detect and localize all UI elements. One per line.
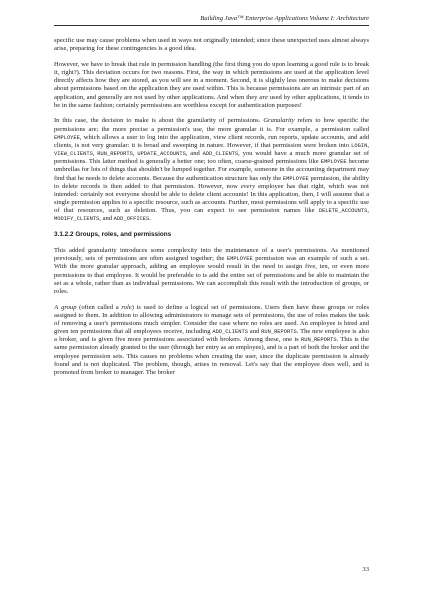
paragraph [54, 247, 369, 296]
running-header: Building Java™ Enterprise Applications Volume I: Architecture [200, 15, 369, 22]
code-identifier: RUN_REPORTS [301, 337, 337, 344]
text-run: permission was an example of such a set. With the more granular approach, adding an employee would result in the need to assign five, ten, or even more permissions to that employee. It would be preferable to is add the entire set of permissions and be able to maintain the set as a whole, rather than as individual permissions. We can accomplish this result with the introduction of groups, or roles. [54, 255, 369, 295]
text-run: In this case, the decision to make is about the granularity of permissions. [54, 117, 264, 125]
text-run: However, we have to break that rule in permission handling (the first thing you do upon learning a good rule is to break it, right?). This deviation occurs for two reasons. First, the way in which permissions are used at the application level directly affects how they are stored, as you will see in a moment. Second, it is slightly less onerous to make decisions about permissions based on the application they are used within. This is because permissions are an intrinsic part of an application, and generally are not used by other applications. And when they [54, 60, 369, 101]
paragraph [54, 117, 369, 223]
code-identifier: MODIFY_CLIENTS [54, 216, 100, 223]
code-identifier: RUN_REPORTS [261, 329, 297, 336]
paragraph [54, 37, 369, 53]
code-identifier: ADD_CLIENTS [202, 151, 239, 158]
text-run: , [132, 150, 138, 158]
code-identifier: UPDATE_ACCOUNTS [137, 151, 186, 158]
text-run: and [247, 328, 262, 336]
code-identifier: EMPLOYEE [320, 159, 347, 166]
paragraph [54, 61, 369, 110]
text-run: specific use may cause problems when used in ways not originally intended; since these unexpected uses almost always arise, preparing for these contingencies is a good idea. [54, 37, 369, 53]
code-identifier: ADD_CLIENTS [212, 329, 248, 336]
text-run: permission, the ability to delete records is then added to that permission. However, now [54, 174, 369, 190]
text-run: This added granularity introduces some complexity into the maintenance of a user's permissions. As mentioned previously, sets of permissions are often assigned together; the [54, 247, 369, 263]
emphasis-text: group [61, 303, 77, 311]
emphasis-text: are [259, 93, 268, 101]
text-run: employee has that right, which was not intended: certainly not everyone should be able to delete client accounts! In this application, then, I will assume that a single permission applies to a specific resource, such as accounts. Further, most permissions will apply to a specific use of that resources, such as deletion. Thus, you can expect to see permission names like [54, 182, 370, 215]
paragraph [54, 304, 369, 377]
text-run: , you would have a much more granular set of permissions. This latter method is generally a better one; too often, coarse-grained permissions like [54, 150, 370, 166]
page-number: 33 [362, 566, 369, 573]
emphasis-text: role [121, 303, 132, 311]
text-run: (often called a [76, 303, 122, 311]
text-run: , [367, 207, 369, 215]
text-run: used by other applications, it tends to be in the same fashion; certainly permissions are worthless except for authentication purposes! [54, 93, 370, 109]
text-run: , and [99, 215, 114, 223]
header-rule [54, 25, 369, 26]
text-run: A [54, 303, 62, 311]
code-identifier: RUN_REPORTS [97, 151, 133, 158]
code-identifier: EMPLOYEE [54, 134, 80, 141]
code-identifier: EMPLOYEE [282, 175, 309, 182]
emphasis-text: Granularity [263, 117, 295, 125]
code-identifier: EMPLOYEE [226, 256, 253, 263]
text-run: become umbrellas for lots of things that shouldn't be lumped together. For example, someone in the accounting department may find that he needs to delete accounts. Because the authentication structure has only the [54, 158, 369, 182]
code-identifier: VIEW_CLIENTS [54, 151, 93, 158]
text-run: . The new employee is also a broker, and is given five more permissions associated with brokers. Among these, one is [54, 328, 369, 344]
emphasis-text: every [240, 182, 256, 190]
text-run: refers to how specific the permissions are; the more precise a permission's use, the more granular it is. For example, a permission called [54, 117, 369, 133]
section-heading: 3.1.2.2 Groups, roles, and permissions [54, 231, 172, 239]
page-body [54, 37, 369, 385]
text-run: , which allows a user to log into the application, view client records, run reports, update accounts, and add clients, is not very granular: it is broad and sweeping in nature. However, if that permission were broken into [54, 133, 369, 149]
code-identifier: DELETE_ACCOUNTS [318, 208, 368, 215]
text-run: ) is used to define a logical set of permissions. Users then have these groups or roles assigned to them. In addition to allowing administrators to manage sets of permissions, the use of roles makes the task of removing a user's permissions much simpler. Consider the case where no roles are used. An employee is hired and given ten permissions that all employees receive, including [54, 303, 369, 336]
text-run: , [367, 141, 369, 149]
code-identifier: LOGIN [351, 142, 368, 149]
code-identifier: ADD_OFFICES [113, 216, 150, 223]
text-run: , [92, 150, 98, 158]
text-run: . [149, 215, 151, 223]
text-run: . This is the same permission already granted to the user (through her entry as an employee), and is a part of both the broker and the employee permission sets. This causes no problems when creating the user, since the duplicate permission is already found and is not duplicated. The problem, though, arises in removal. Let's say that the employee does well, and is promoted from broker to manager. The broker [54, 336, 369, 376]
text-run: , and [185, 150, 203, 158]
